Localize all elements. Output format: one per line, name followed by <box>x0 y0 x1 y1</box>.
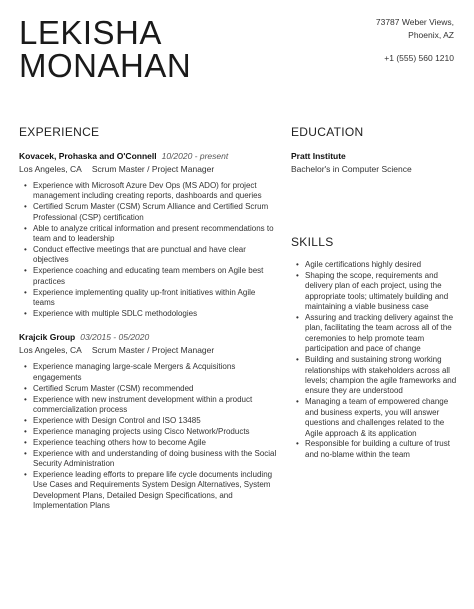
job-location: Los Angeles, CA <box>19 164 82 174</box>
experience-heading: EXPERIENCE <box>19 125 100 139</box>
job-bullet: • Experience leading efforts to prepare life cycle documents including Use Cases and Requirements System Design Alternatives, System Development Plans, Detailed Design Specifications, and Implementation Plans <box>33 470 279 512</box>
company-name: Krajcik Group <box>19 332 76 343</box>
job-dates: 03/2015 - 05/2020 <box>80 332 150 343</box>
job-bullet: • Able to analyze critical information and present recommendations to team and to leadership <box>33 224 279 245</box>
skill-item: • Managing a team of empowered change and business experts, you will answer questions and challenges related to the Agile approach & its application <box>305 397 457 439</box>
school-name: Pratt Institute <box>291 151 346 161</box>
job-bullet: • Certified Scrum Master (CSM) Scrum Alliance and Certified Scrum Professional (CSP) certification <box>33 202 279 223</box>
skills-heading: SKILLS <box>291 235 334 249</box>
job-header <box>19 150 279 162</box>
company-name: Kovacek, Prohaska and O'Connell <box>19 151 157 161</box>
address-line-1: 73787 Weber Views, <box>375 17 454 27</box>
job-bullet: • Certified Scrum Master (CSM) recommended <box>33 384 279 394</box>
job-bullet: • Experience with Design Control and ISO 13485 <box>33 416 279 426</box>
education-section <box>291 150 457 175</box>
last-name: MONAHAN <box>19 47 192 84</box>
job-bullet: • Experience with and understanding of doing business with the Social Security Administration <box>33 449 279 470</box>
degree: Bachelor's in Computer Science <box>291 164 412 174</box>
job-entry <box>19 150 279 319</box>
job-bullet: • Experience implementing quality up-front initiatives within Agile teams <box>33 288 279 309</box>
job-subheader <box>19 344 279 356</box>
education-heading: EDUCATION <box>291 125 364 139</box>
experience-section <box>19 150 279 523</box>
skill-item: • Responsible for building a culture of trust and no-blame within the team <box>305 439 457 460</box>
job-bullet: • Experience managing large-scale Mergers & Acquisitions engagements <box>33 362 279 383</box>
job-bullets <box>19 181 279 319</box>
phone-number: +1 (555) 560 1210 <box>384 53 454 63</box>
job-header <box>19 331 279 343</box>
job-bullet: • Experience with multiple SDLC methodologies <box>33 309 279 319</box>
job-bullet: • Experience with Microsoft Azure Dev Ops (MS ADO) for project management including creating reports, dashboards and queries <box>33 181 279 202</box>
job-bullet: • Experience managing projects using Cisco Network/Products <box>33 427 279 437</box>
job-bullets <box>19 362 279 511</box>
job-bullet: • Conduct effective meetings that are punctual and have clear objectives <box>33 245 279 266</box>
skills-list <box>291 260 457 460</box>
skills-section <box>291 260 457 461</box>
job-bullet: • Experience teaching others how to become Agile <box>33 438 279 448</box>
skill-item: • Agile certifications highly desired <box>305 260 457 270</box>
skill-item: • Building and sustaining strong working relationships with stakeholders across all levels; champion the agile frameworks and ensure they are understood <box>305 355 457 397</box>
candidate-name <box>19 16 191 82</box>
contact-block <box>376 16 454 65</box>
job-title: Scrum Master / Project Manager <box>91 164 215 174</box>
job-entry <box>19 331 279 511</box>
first-name: LEKISHA <box>19 14 162 51</box>
skill-item: • Assuring and tracking delivery against the plan, facilitating the team across all of the ceremonies to help promote team participation and pace of change <box>305 313 457 355</box>
address-line-2: Phoenix, AZ <box>408 30 454 40</box>
job-bullet: • Experience coaching and educating team members on Agile best practices <box>33 266 279 287</box>
job-location: Los Angeles, CA <box>19 345 82 356</box>
job-subheader <box>19 163 279 175</box>
skill-item: • Shaping the scope, requirements and delivery plan of each project, using the appropriate tools; ultimately building and maintaining a viable business case <box>305 271 457 313</box>
job-title: Scrum Master / Project Manager <box>91 345 215 356</box>
job-bullet: • Experience with new instrument development within a product commercialization process <box>33 395 279 416</box>
job-dates: 10/2020 - present <box>161 151 229 161</box>
